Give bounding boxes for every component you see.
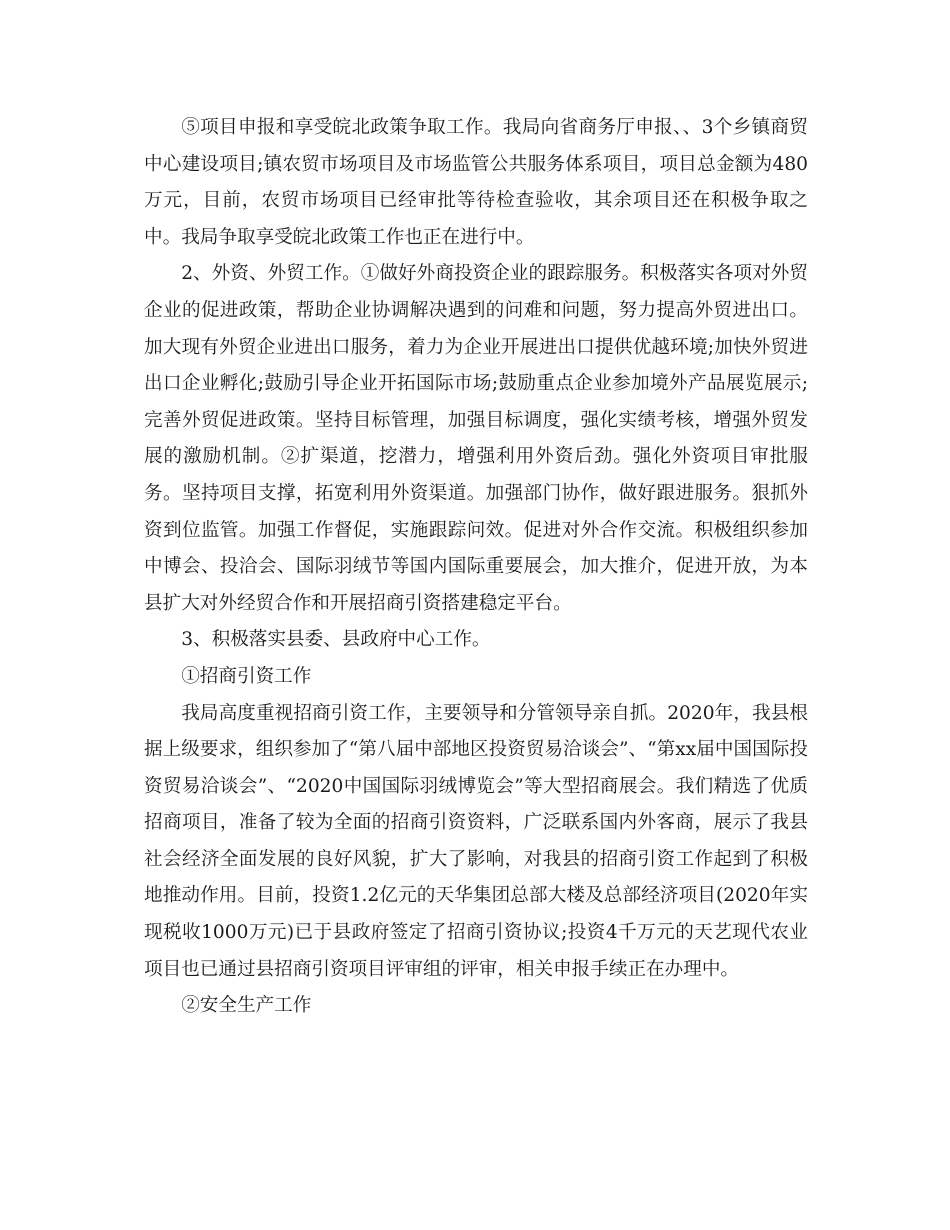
heading-safety-production: ②安全生产工作 <box>181 995 312 1017</box>
paragraph-foreign-trade: 2、外资、外贸工作。①做好外商投资企业的跟踪服务。积极落实各项对外贸企业的促进政策，帮助企业协调解决遇到的问难和问题，努力提高外贸进出口。加大现有外贸企业进出口服务，着力为企业开展进出口提供优越环境;加快外贸进出口企业孵化;鼓励引导企业开拓国际市场;鼓励重点企业参加境外产品展览展示;完善外贸促进政策。坚持目标管理，加强目标调度，强化实绩考核，增强外贸发展的激励机制。②扩渠道，挖潜力，增强利用外资后劲。强化外资项目审批服务。坚持项目支撑，拓宽利用外资渠道。加强部门协作，做好跟进服务。狠抓外资到位监管。加强工作督促，实施跟踪问效。促进对外合作交流。积极组织参加中博会、投洽会、国际羽绒节等国内国际重要展会，加大推介，促进开放，为本县扩大对外经贸合作和开展招商引资搭建稳定平台。 <box>144 263 808 614</box>
heading-investment-promotion: ①招商引资工作 <box>181 665 312 687</box>
document-page <box>144 110 808 1025</box>
heading-county-central-work: 3、积极落实县委、县政府中心工作。 <box>181 629 491 651</box>
paragraph-investment-promotion: 我局高度重视招商引资工作，主要领导和分管领导亲自抓。2020年，我县根据上级要求，组织参加了“第八届中部地区投资贸易洽谈会”、“第xx届中国国际投资贸易洽谈会”、“2020中国国际羽绒博览会”等大型招商展会。我们精选了优质招商项目，准备了较为全面的招商引资资料，广泛联系国内外客商，展示了我县社会经济全面发展的良好风貌，扩大了影响，对我县的招商引资工作起到了积极地推动作用。目前，投资1.2亿元的天华集团总部大楼及总部经济项目(2020年实现税收1000万元)已于县政府签定了招商引资协议;投资4千万元的天艺现代农业项目也已通过县招商引资项目评审组的评审，相关申报手续正在办理中。 <box>144 702 808 980</box>
paragraph-project-application: ⑤项目申报和享受皖北政策争取工作。我局向省商务厅申报、、3个乡镇商贸中心建设项目;镇农贸市场项目及市场监管公共服务体系项目，项目总金额为480万元，目前，农贸市场项目已经审批等待检查验收，其余项目还在积极争取之中。我局争取享受皖北政策工作也正在进行中。 <box>144 117 808 248</box>
